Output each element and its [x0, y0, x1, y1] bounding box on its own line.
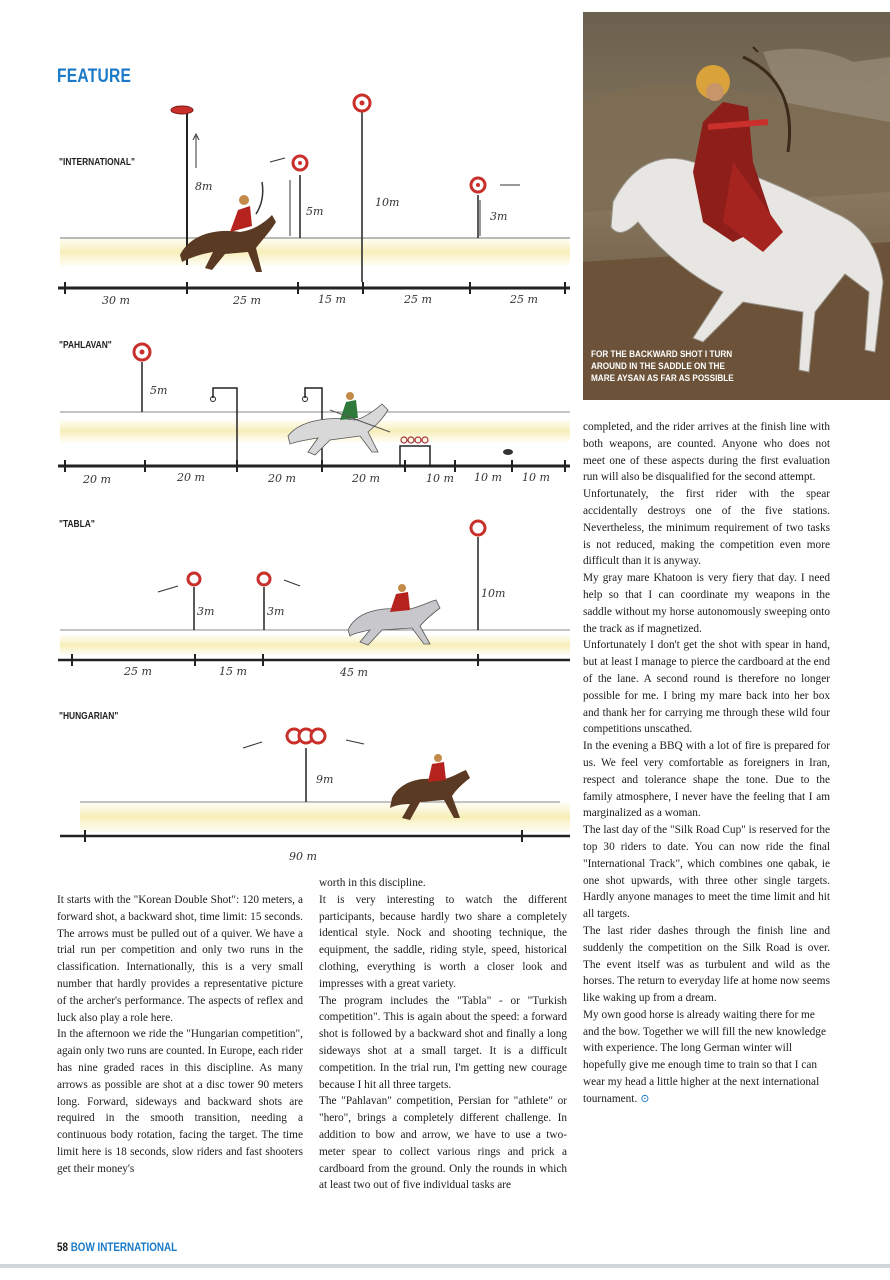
- diagram-international: [58, 95, 570, 294]
- distance-label: 30 m: [102, 294, 130, 307]
- photo-caption: FOR THE BACKWARD SHOT I TURN AROUND IN THE SADDLE ON THE MARE AYSAN AS FAR AS POSSIBLE: [591, 349, 734, 384]
- paragraph: The "Pahlavan" competition, Persian for "athlete" or "hero", brings a completely different challenge. In addition to bow and arrow, we have to use a two-meter spear to collect various rings and prick a cardboard from the ground. Only the rounds in which at least two out of five individual tasks are: [319, 1095, 567, 1192]
- diagram-label-hungarian: "HUNGARIAN": [59, 710, 119, 722]
- distance-label: 90 m: [289, 850, 317, 863]
- paragraph: In the afternoon we ride the "Hungarian competition", again only two runs are counted. In Europe, each rider has nine graded races in this discipline. As many arrows as possible are shot at a disc tower 90 meters long. Forward, sideways and backward shots are required in the smooth transition, needing a continuous body rotation, facing the target. The time limit here is 18 seconds, slow riders and fast shooters get their money's: [57, 1028, 303, 1175]
- diagram-hungarian: [60, 729, 570, 842]
- page-footer: [57, 1240, 177, 1254]
- paragraph: worth in this discipline.: [319, 877, 426, 889]
- height-label: 3m: [267, 605, 285, 618]
- paragraph: My gray mare Khatoon is very fiery that day. I need help so that I can coordinate my weapons in the saddle without my horse autonomously sweeping onto the track as if magnetized.: [583, 572, 830, 635]
- paragraph: My own good horse is already waiting there for me and the bow. Together we will fill the new knowledge with experience. The long German winter will hopefully give me enough time to train so that I can wear my head a little higher at the next international tournament.: [583, 1008, 826, 1105]
- height-label: 3m: [197, 605, 215, 618]
- text-column-middle: [319, 875, 567, 1194]
- distance-label: 10 m: [426, 472, 454, 485]
- distance-label: 20 m: [268, 472, 296, 485]
- paragraph: Unfortunately, the first rider with the spear accidentally destroys one of the five stations. Nevertheless, the minimum requirement of two tasks is not reduced, making the competition even more difficult than it is anyway.: [583, 488, 830, 568]
- paragraph: Unfortunately I don't get the shot with spear in hand, but at least I manage to pierce the cardboard at the end of the lane. A second round is therefore no longer possible for me. I bring my mare back into her box and thank her for carrying me through these wild four competitions unscathed.: [583, 639, 830, 736]
- distance-label: 20 m: [83, 473, 111, 486]
- diagram-pahlavan: [58, 344, 570, 472]
- height-label: 10m: [481, 587, 506, 600]
- height-label: 5m: [306, 205, 324, 218]
- competition-diagrams: [0, 0, 580, 880]
- distance-label: 25 m: [404, 293, 432, 306]
- diagram-label-international: "INTERNATIONAL": [59, 156, 135, 168]
- distance-label: 10 m: [474, 471, 502, 484]
- paragraph: The program includes the "Tabla" - or "Turkish competition". This is again about the speed: a forward shot is followed by a backward shot and finally a long sideways shot at a small target. It is a difficult competition. In the trial run, I'm getting new courage because I hit all three targets.: [319, 994, 567, 1091]
- end-of-article-icon: ⊙: [640, 1092, 650, 1105]
- distance-label: 15 m: [318, 293, 346, 306]
- distance-label: 20 m: [177, 471, 205, 484]
- text-column-left: [57, 892, 303, 1178]
- distance-label: 20 m: [352, 472, 380, 485]
- distance-label: 15 m: [219, 665, 247, 678]
- bottom-divider: [0, 1264, 890, 1268]
- height-label: 10m: [375, 196, 400, 209]
- paragraph: It starts with the "Korean Double Shot": 120 meters, a forward shot, a backward shot, time limit: 15 seconds. The arrows must be pulled out of a quiver. We have a trial run per competition and only two runs in the classification. Internationally, this is a very small number that hardly provides a representative picture of the archer's performance. The aspects of reflex and luck also play a role here.: [57, 894, 303, 1024]
- distance-label: 25 m: [233, 294, 261, 307]
- height-label: 5m: [150, 384, 168, 397]
- magazine-name: BOW INTERNATIONAL: [70, 1240, 178, 1254]
- page-number: 58: [57, 1240, 68, 1254]
- height-label: 9m: [316, 773, 334, 786]
- paragraph: completed, and the rider arrives at the finish line with both weapons, are counted. Anyone who does not meet one of these aspects during the first evaluation run will also be disqualified for the second attempt.: [583, 421, 830, 484]
- archer-on-horse-photo: [583, 12, 890, 400]
- paragraph: In the evening a BBQ with a lot of fire is prepared for us. We feel very comfortable as foreigners in Iran, respect and tolerance shape the tone. Due to the family atmosphere, I never have the feeling that I am marginalized as a woman.: [583, 740, 830, 820]
- distance-label: 10 m: [522, 471, 550, 484]
- paragraph: The last day of the "Silk Road Cup" is reserved for the top 30 riders to date. You can now ride the final "International Track", which combines one qabak, ie one shot upwards, with three other single targets. Hardly anyone manages to meet the time limit and hit all targets.: [583, 824, 830, 921]
- section-title: FEATURE: [57, 66, 132, 87]
- diagram-label-tabla: "TABLA": [59, 518, 95, 530]
- height-label: 3m: [490, 210, 508, 223]
- height-label: 8m: [195, 180, 213, 193]
- diagram-label-pahlavan: "PAHLAVAN": [59, 339, 112, 351]
- distance-label: 25 m: [510, 293, 538, 306]
- paragraph: It is very interesting to watch the different participants, because hardly two share a completely identical style. Nock and shooting technique, the equipment, the saddle, riding style, speed, historical clothing, everything is worth a closer look and impresses with a great variety.: [319, 893, 567, 990]
- paragraph: The last rider dashes through the finish line and suddenly the competition on the Silk Road is over. The event itself was as turbulent and wild as the horses. The return to everyday life at home now seems like waking up from a dream.: [583, 924, 830, 1005]
- distance-label: 25 m: [124, 665, 152, 678]
- text-column-right: [583, 419, 830, 1108]
- distance-label: 45 m: [340, 666, 368, 679]
